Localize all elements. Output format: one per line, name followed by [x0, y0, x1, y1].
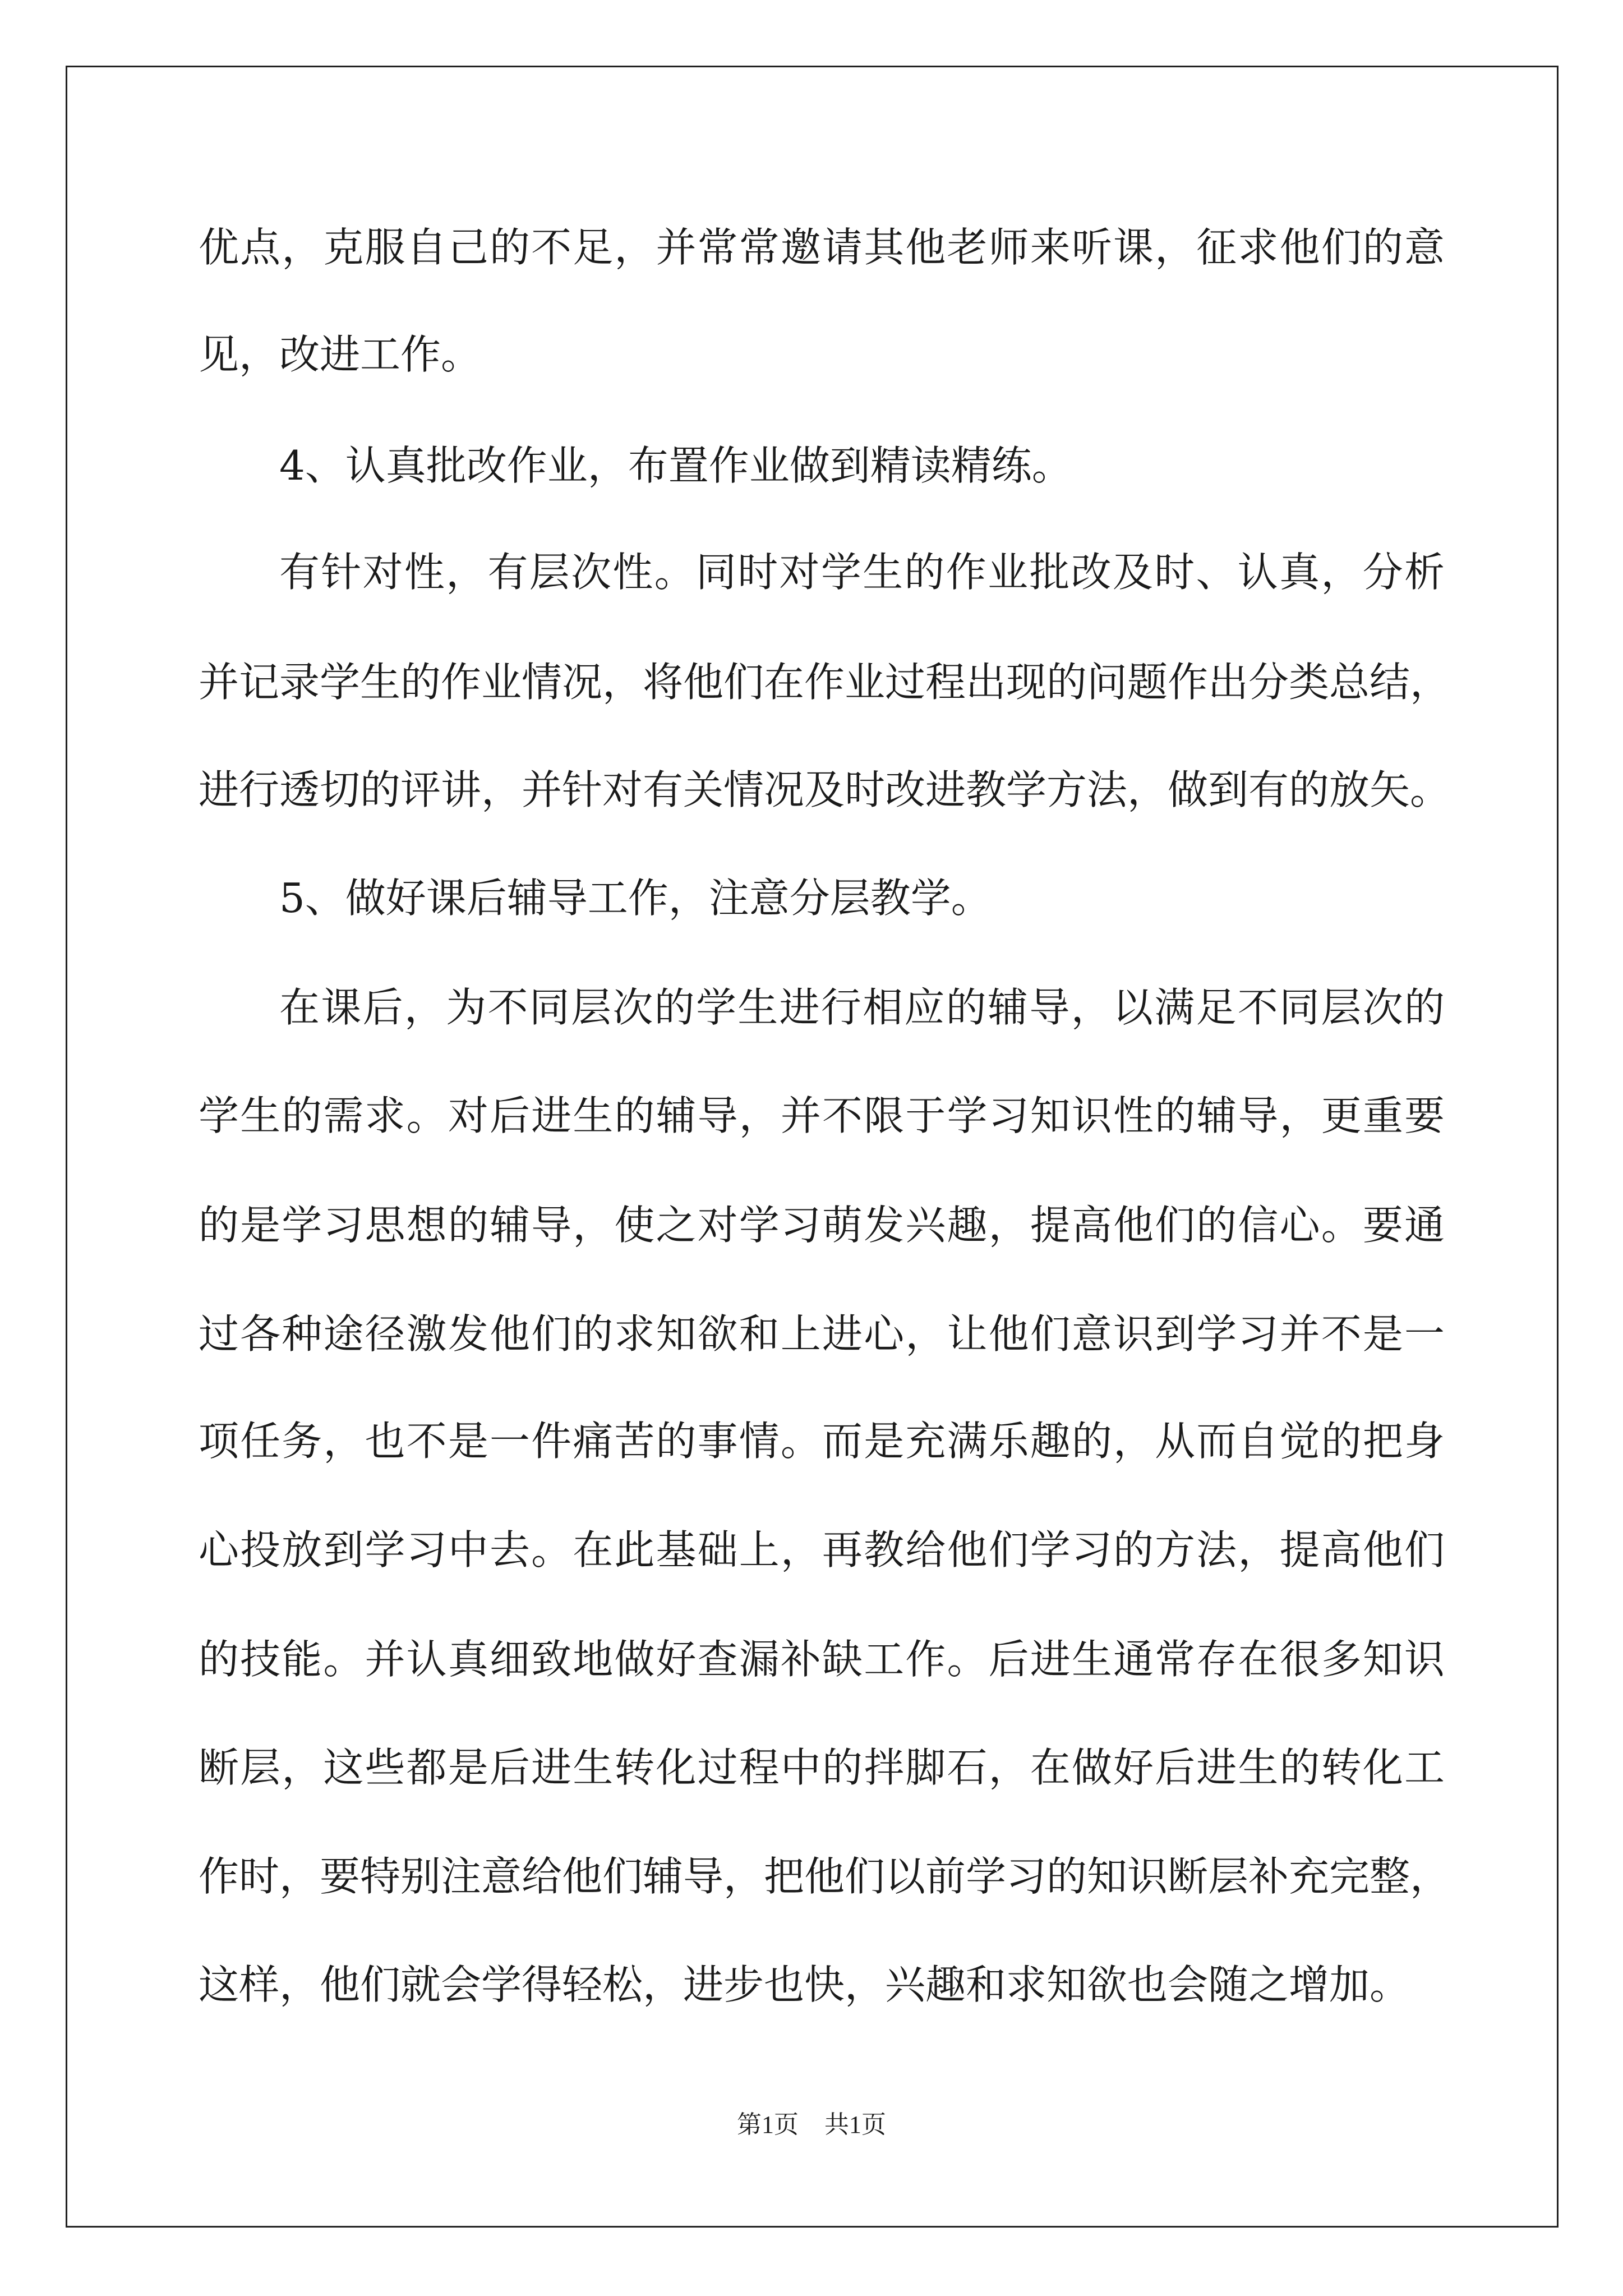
text-line: 心投放到学习中去。在此基础上，再教给他们学习的方法，提高他们: [199, 1526, 1445, 1573]
page-footer: [0, 2108, 1623, 2142]
text-line: 的技能。并认真细致地做好查漏补缺工作。后进生通常存在很多知识: [199, 1636, 1445, 1683]
text-line: 优点，克服自己的不足，并常常邀请其他老师来听课，征求他们的意: [199, 224, 1445, 271]
text-line: 断层，这些都是后进生转化过程中的拌脚石，在做好后进生的转化工: [199, 1744, 1445, 1791]
text-line: 学生的需求。对后进生的辅导，并不限于学习知识性的辅导，更重要: [199, 1092, 1445, 1139]
text-line: 过各种途径激发他们的求知欲和上进心，让他们意识到学习并不是一: [199, 1310, 1445, 1358]
text-line: 5、做好课后辅导工作，注意分层教学。: [279, 875, 992, 922]
text-line: 这样，他们就会学得轻松，进步也快，兴趣和求知欲也会随之增加。: [199, 1961, 1410, 2008]
page-number: 第1页: [737, 2111, 799, 2138]
text-line: 进行透切的评讲，并针对有关情况及时改进教学方法，做到有的放矢。: [199, 766, 1451, 813]
text-line: 并记录学生的作业情况，将他们在作业过程出现的问题作出分类总结，: [199, 659, 1451, 706]
text-line: 4、认真批改作业，布置作业做到精读精练。: [279, 442, 1072, 489]
text-line: 的是学习思想的辅导，使之对学习萌发兴趣，提高他们的信心。要通: [199, 1202, 1445, 1249]
text-line: 作时，要特别注意给他们辅导，把他们以前学习的知识断层补充完整，: [199, 1853, 1451, 1900]
text-line: 项任务，也不是一件痛苦的事情。而是充满乐趣的，从而自觉的把身: [199, 1418, 1445, 1465]
text-line: 见，改进工作。: [199, 331, 482, 378]
text-line: 在课后，为不同层次的学生进行相应的辅导，以满足不同层次的: [279, 984, 1445, 1031]
page-total: 共1页: [824, 2111, 886, 2138]
text-line: 有针对性，有层次性。同时对学生的作业批改及时、认真，分析: [279, 549, 1445, 596]
